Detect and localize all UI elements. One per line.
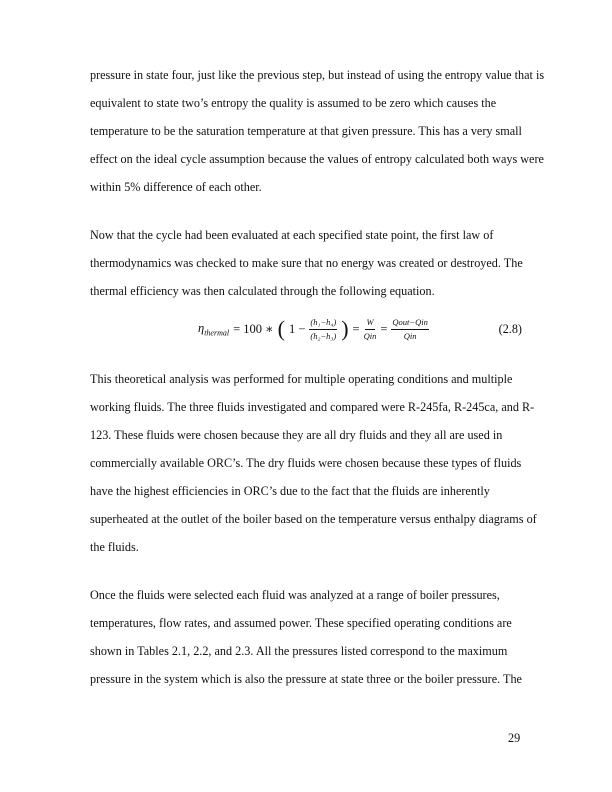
equation-thermal-efficiency: [198, 316, 429, 342]
text-line: pressure in the system which is also the pressure at state three or the boiler pressure. The: [90, 672, 522, 686]
numerator: (h₁−h₄): [309, 317, 337, 330]
text-line: Now that the cycle had been evaluated at each specified state point, the first law of: [90, 228, 494, 242]
text-line: within 5% difference of each other.: [90, 180, 262, 194]
denominator: (h₂−h₃): [310, 330, 337, 341]
text-line: 123. These fluids were chosen because they are all dry fluids and they all are used in: [90, 428, 503, 442]
eq-part: = 100 ∗: [233, 322, 274, 336]
text-line: shown in Tables 2.1, 2.2, and 2.3. All the pressures listed correspond to the maximum: [90, 644, 508, 658]
text-line: the fluids.: [90, 540, 139, 554]
text-line: have the highest efficiencies in ORC’s due to the fact that the fluids are inherently: [90, 484, 490, 498]
text-line: temperature to be the saturation temperature at that given pressure. This has a very small: [90, 124, 522, 138]
text-line: effect on the ideal cycle assumption because the values of entropy calculated both ways were: [90, 152, 544, 166]
text-line: Once the fluids were selected each fluid was analyzed at a range of boiler pressures,: [90, 588, 500, 602]
text-line: This theoretical analysis was performed for multiple operating conditions and multiple: [90, 372, 513, 386]
denominator: Qin: [363, 330, 377, 341]
fraction-enthalpy: [309, 317, 337, 342]
text-line: thermodynamics was checked to make sure that no energy was created or destroyed. The: [90, 256, 523, 270]
text-line: superheated at the outlet of the boiler based on the temperature versus enthalpy diagrams of: [90, 512, 537, 526]
denominator: Qin: [403, 330, 417, 341]
text-line: temperatures, flow rates, and assumed power. These specified operating conditions are: [90, 616, 512, 630]
fraction-work: [364, 317, 377, 342]
text-line: commercially available ORC’s. The dry fluids were chosen because these types of fluids: [90, 456, 522, 470]
paren-close: ): [341, 316, 349, 341]
eta-subscript: thermal: [204, 328, 230, 338]
numerator: W: [365, 317, 374, 330]
text-line: working fluids. The three fluids investigated and compared were R-245fa, R-245ca, and R-: [90, 400, 535, 414]
text-line: pressure in state four, just like the previous step, but instead of using the entropy value that is: [90, 68, 545, 82]
equation-row: [90, 316, 522, 342]
fraction-heat: [391, 317, 429, 342]
equals: =: [380, 321, 388, 336]
eta-symbol: η: [198, 320, 205, 335]
paren-open: (: [277, 316, 285, 341]
eq-part: 1 −: [288, 321, 306, 336]
page-number: 29: [508, 731, 521, 745]
equation-number: (2.8): [498, 321, 522, 336]
text-line: equivalent to state two’s entropy the quality is assumed to be zero which causes the: [90, 96, 497, 110]
text-line: thermal efficiency was then calculated through the following equation.: [90, 284, 435, 298]
numerator: Qout−Qin: [391, 317, 429, 330]
equals: =: [352, 321, 360, 336]
